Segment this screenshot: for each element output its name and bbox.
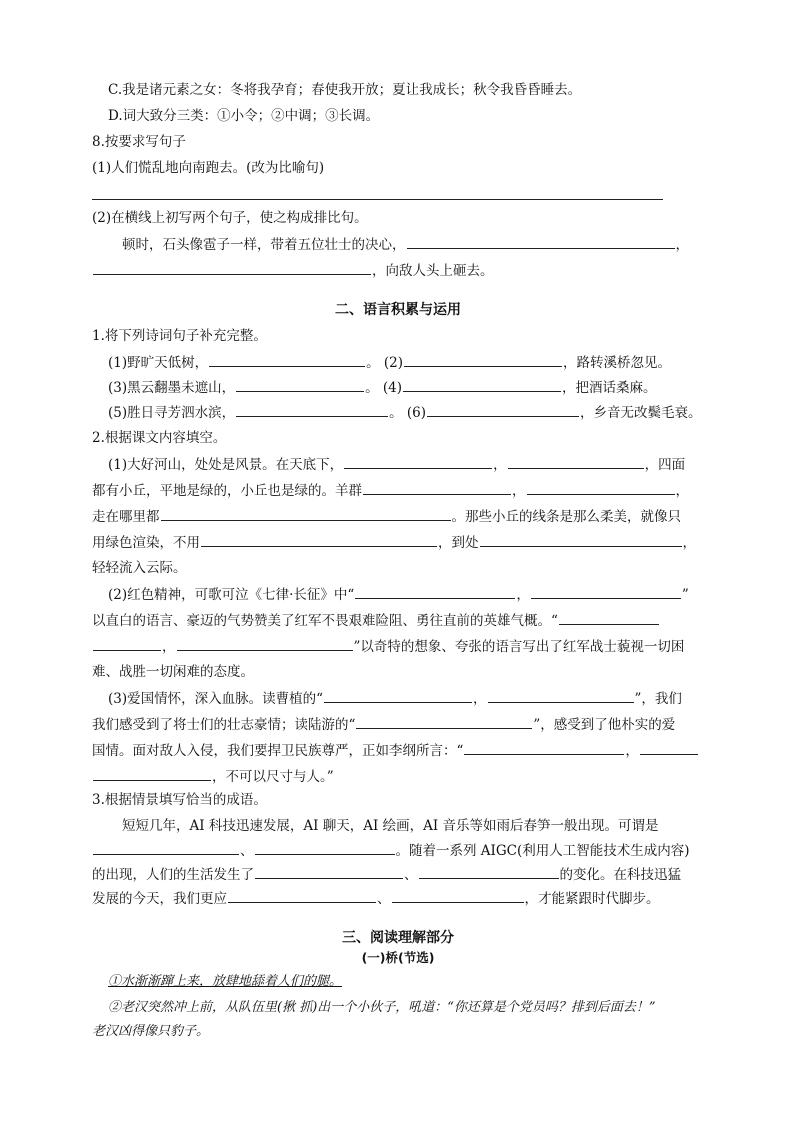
blank[interactable] <box>236 377 364 392</box>
blank[interactable] <box>209 352 365 367</box>
s2-q2-1-line2 <box>92 480 704 501</box>
blank[interactable] <box>488 688 634 703</box>
text: 的变化。在科技迅猛 <box>559 867 681 883</box>
blank[interactable] <box>344 454 492 469</box>
blank[interactable] <box>559 610 659 625</box>
s2-q2-2-line1 <box>108 584 720 605</box>
s2-q2-2-line4: 难、战胜一切闲难的态度。 <box>92 664 254 680</box>
blank[interactable] <box>527 480 675 495</box>
s2-q2-3-line3 <box>92 740 704 761</box>
s2-q3-line3 <box>92 864 704 885</box>
poem-line: (1)野旷天低树， <box>108 355 209 371</box>
poem-sep: 。 (4) <box>365 380 403 396</box>
s2-q1-row <box>108 402 720 423</box>
poem-line: ，乡音无改鬓毛衰。 <box>580 405 702 421</box>
poem-line: ，路转溪桥忽见。 <box>563 355 672 371</box>
punct: ， <box>512 483 526 499</box>
punct: 、 <box>240 843 254 859</box>
s2-q3-line1: 短短几年，AI 科技迅速发展，AI 聊天，AI 绘画，AI 音乐等如雨后春笋一般出现。可谓是 <box>122 818 659 834</box>
reading-text: ①水渐渐蹿上来，放肆地舔着人们的腿。 <box>108 974 343 989</box>
reading-paragraph-1 <box>108 972 720 992</box>
s2-q1-title: 1.将下列诗词句子补充完整。 <box>92 328 267 344</box>
text: ”以奇特的想象、夸张的语言写出了红军战士藐视一切困 <box>353 639 685 655</box>
section-2-heading: 二、语言积累与运用 <box>335 302 461 318</box>
blank[interactable] <box>228 888 376 903</box>
blank[interactable] <box>640 740 698 755</box>
blank[interactable] <box>403 377 561 392</box>
text: 用绿色渲染，不用 <box>92 535 200 551</box>
s2-q2-3-line4 <box>92 766 704 787</box>
answer-line[interactable] <box>92 199 663 200</box>
text: (2)红色精神，可歌可泣《七律·长征》中“ <box>108 587 355 603</box>
blank[interactable] <box>427 402 579 417</box>
blank[interactable] <box>355 584 515 599</box>
blank[interactable] <box>356 714 532 729</box>
text: ”，我们 <box>634 691 682 707</box>
text: ，不可以尺寸与人。” <box>212 769 334 785</box>
blank[interactable] <box>93 636 161 651</box>
poem-line: (3)黑云翻墨未遮山， <box>108 380 236 396</box>
question-8-title: 8.按要求写句子 <box>92 134 186 150</box>
s2-q1-row <box>108 352 720 373</box>
q8-2-text-b: ，向敌人头上砸去。 <box>372 263 494 279</box>
poem-sep: 。 (6) <box>389 405 427 421</box>
text: ”，感受到了他朴实的爱 <box>533 717 676 733</box>
section-3-heading: 三、阅读理解部分 <box>342 930 454 946</box>
blank[interactable] <box>161 506 451 521</box>
blank[interactable] <box>324 688 472 703</box>
s2-q2-3-line1 <box>108 688 720 709</box>
blank[interactable] <box>407 234 675 249</box>
punct: ， <box>516 587 530 603</box>
section-3-subheading: (一)桥(节选) <box>361 950 435 965</box>
s2-q3-title: 3.根据情景填写恰当的成语。 <box>92 792 267 808</box>
s2-q2-title: 2.根据课文内容填空。 <box>92 430 227 446</box>
punct: ， <box>473 691 487 707</box>
text: 。随着一系列 AIGC(利用人工智能技术生成内容) <box>395 843 690 859</box>
punct: ， <box>162 639 176 655</box>
q8-2-text-a: 顿时，石头像雹子一样，带着五位壮士的决心， <box>122 237 406 253</box>
s2-q2-1-line5: 轻轻流入云际。 <box>92 560 187 576</box>
s2-q3-line4 <box>92 888 704 909</box>
punct: ， <box>625 743 639 759</box>
blank[interactable] <box>480 532 682 547</box>
blank[interactable] <box>255 840 395 855</box>
blank[interactable] <box>93 766 211 781</box>
punct: ” <box>681 587 689 603</box>
text: 都有小丘，平地是绿的，小丘也是绿的。羊群 <box>92 483 362 499</box>
punct: 、 <box>404 867 418 883</box>
punct: 、 <box>377 891 391 907</box>
blank[interactable] <box>404 352 562 367</box>
punct: ， <box>493 457 507 473</box>
poem-line: ，把酒话桑麻。 <box>562 380 657 396</box>
s2-q2-2-line2 <box>92 610 704 631</box>
text: 。那些小丘的线条是那么柔美，就像只 <box>451 509 681 525</box>
punct: ， <box>675 237 689 253</box>
text: 走在哪里都 <box>92 509 160 525</box>
poem-line: (5)胜日寻芳泗水滨， <box>108 405 236 421</box>
text: ，到处 <box>438 535 479 551</box>
question-8-2-line2 <box>92 260 704 281</box>
reading-paragraph-2: ②老汉突然冲上前，从队伍里(揪 抓)出一个小伙子，吼道：“你还算是个党员吗？排到后面去！” <box>108 1000 656 1015</box>
text: 以直白的语言、豪迈的气势赞美了红军不畏艰难险阻、勇往直前的英雄气概。“ <box>92 613 558 629</box>
text: 我们感受到了将士们的壮志豪情；读陆游的“ <box>92 717 356 733</box>
text: (1)大好河山，处处是风景。在天底下， <box>108 457 344 473</box>
text: (3)爱国情怀，深入血脉。读曹植的“ <box>108 691 324 707</box>
text: 发展的今天，我们更应 <box>92 891 227 907</box>
blank[interactable] <box>531 584 681 599</box>
s2-q2-1-line4 <box>92 532 704 553</box>
text: 国情。面对敌人入侵，我们要捍卫民族尊严，正如李纲所言：“ <box>92 743 464 759</box>
reading-paragraph-2-cont: 老汉凶得像只豹子。 <box>92 1024 210 1039</box>
blank[interactable] <box>236 402 388 417</box>
blank[interactable] <box>255 864 403 879</box>
s2-q1-row <box>108 377 720 398</box>
poem-sep: 。 (2) <box>366 355 404 371</box>
blank[interactable] <box>464 740 624 755</box>
blank[interactable] <box>177 636 353 651</box>
blank[interactable] <box>392 888 524 903</box>
text: ，才能紧跟时代脚步。 <box>524 891 660 907</box>
question-8-2: (2)在横线上初写两个句子，使之构成排比句。 <box>92 210 368 226</box>
text: ，四面 <box>644 457 686 473</box>
option-c: C.我是诸元素之女：冬将我孕育；春使我开放；夏让我成长；秋令我昏昏睡去。 <box>108 82 582 98</box>
blank[interactable] <box>508 454 644 469</box>
blank[interactable] <box>363 480 511 495</box>
question-8-2-line1 <box>122 234 734 255</box>
punct: ， <box>682 535 696 551</box>
blank[interactable] <box>93 260 371 275</box>
s2-q2-1-line1 <box>108 454 720 475</box>
blank[interactable] <box>419 864 559 879</box>
s2-q2-3-line2 <box>92 714 704 735</box>
option-d: D.词大致分三类：①小令；②中调；③长调。 <box>108 108 380 124</box>
blank[interactable] <box>93 840 239 855</box>
s2-q2-2-line3 <box>92 636 704 657</box>
s2-q2-1-line3 <box>92 506 704 527</box>
question-8-1: (1)人们慌乱地向南跑去。(改为比喻句) <box>92 160 325 176</box>
punct: ， <box>675 483 689 499</box>
text: 的出现，人们的生活发生了 <box>92 867 254 883</box>
blank[interactable] <box>201 532 437 547</box>
s2-q3-line2 <box>92 840 704 861</box>
